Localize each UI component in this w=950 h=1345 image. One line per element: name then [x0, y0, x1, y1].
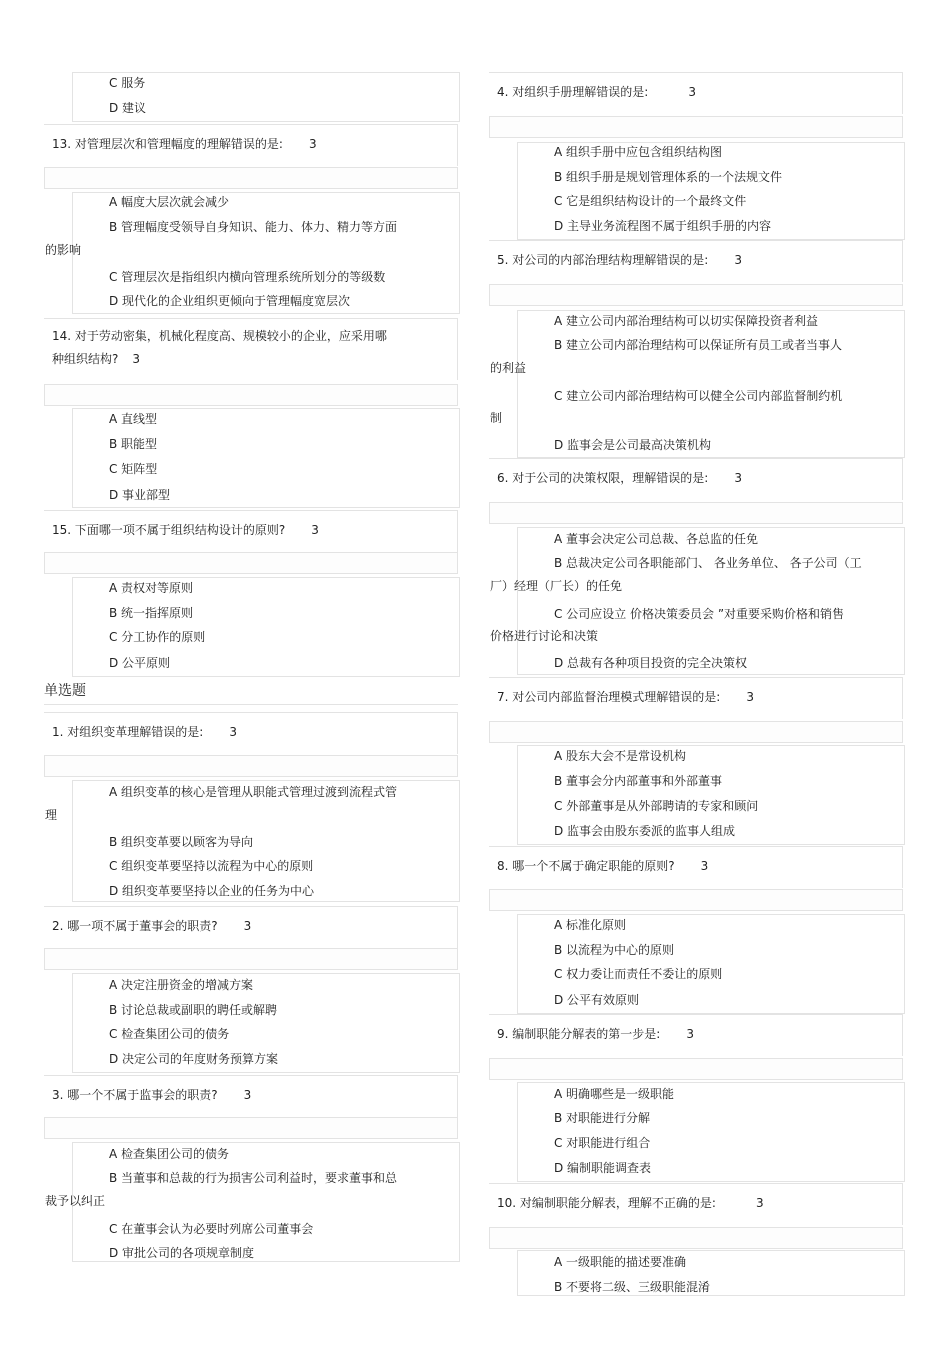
q13-options — [45, 192, 460, 314]
option-a[interactable]: A 明确哪些是一级职能 — [554, 1087, 675, 1101]
question-s7: 7. 对公司内部监督治理模式理解错误的是: 3 — [489, 677, 903, 719]
question-s9: 9. 编制职能分解表的第一步是: 3 — [489, 1014, 903, 1056]
question-s2: 2. 哪一项不属于董事会的职责? 3 — [44, 906, 458, 948]
option-d[interactable]: D 公平原则 — [109, 656, 171, 670]
section-title: 单选题 — [44, 680, 458, 705]
option-b[interactable]: B 对职能进行分解 — [554, 1111, 651, 1125]
q14-options — [72, 408, 460, 508]
answer-area[interactable] — [489, 721, 903, 743]
q12-options — [72, 72, 460, 122]
option-b[interactable]: B 总裁决定公司各职能部门、 各业务单位、 各子公司（工 — [554, 556, 862, 570]
option-a[interactable]: A 组织变革的核心是管理从职能式管理过渡到流程式管 — [109, 785, 398, 799]
option-c[interactable]: C 权力委让而责任不委让的原则 — [554, 967, 723, 981]
s3-options — [45, 1142, 460, 1262]
answer-area[interactable] — [44, 384, 458, 406]
answer-area[interactable] — [44, 948, 458, 970]
s6-options — [490, 527, 905, 675]
s8-options — [517, 914, 905, 1014]
s1-options — [45, 780, 460, 902]
s4-options — [517, 142, 905, 240]
q15-options — [72, 577, 460, 677]
option-c[interactable]: C 组织变革要坚持以流程为中心的原则 — [109, 859, 314, 873]
option-a[interactable]: A 检查集团公司的债务 — [109, 1147, 230, 1161]
option-b[interactable]: B 董事会分内部董事和外部董事 — [554, 774, 723, 788]
option-b[interactable]: B 组织变革要以顾客为导向 — [109, 835, 254, 849]
option-c-cont: 价格进行讨论和决策 — [490, 629, 599, 643]
option-a[interactable]: A 董事会决定公司总裁、各总监的任免 — [554, 532, 759, 546]
option-a[interactable]: A 直线型 — [109, 412, 158, 426]
option-c[interactable]: C 对职能进行组合 — [554, 1136, 651, 1150]
option-a[interactable]: A 股东大会不是常设机构 — [554, 749, 687, 763]
option-a[interactable]: A 责权对等原则 — [109, 581, 194, 595]
answer-area[interactable] — [489, 116, 903, 138]
option-d[interactable]: D 编制职能调查表 — [554, 1161, 652, 1175]
answer-area[interactable] — [44, 167, 458, 189]
answer-area[interactable] — [44, 1117, 458, 1139]
option-c[interactable]: C 建立公司内部治理结构可以健全公司内部监督制约机 — [554, 389, 843, 403]
option-b-cont: 裁予以纠正 — [45, 1194, 106, 1208]
option-b[interactable]: B 组织手册是规划管理体系的一个法规文件 — [554, 170, 783, 184]
option-d[interactable]: D 审批公司的各项规章制度 — [109, 1246, 255, 1260]
option-c[interactable]: C 管理层次是指组织内横向管理系统所划分的等级数 — [109, 270, 386, 284]
answer-area[interactable] — [489, 1058, 903, 1080]
s7-options — [517, 745, 905, 845]
option-d[interactable]: D 主导业务流程图不属于组织手册的内容 — [554, 219, 772, 233]
option-b[interactable]: B 不要将二级、三级职能混淆 — [554, 1280, 711, 1294]
answer-area[interactable] — [44, 755, 458, 777]
option-d[interactable]: D 监事会由股东委派的监事人组成 — [554, 824, 736, 838]
option-c[interactable]: C 外部董事是从外部聘请的专家和顾问 — [554, 799, 759, 813]
question-s10: 10. 对编制职能分解表，理解不正确的是: 3 — [489, 1183, 903, 1225]
option-d[interactable]: D 决定公司的年度财务预算方案 — [109, 1052, 279, 1066]
option-c-cont: 制 — [490, 411, 503, 425]
answer-area[interactable] — [489, 889, 903, 911]
answer-area[interactable] — [489, 284, 903, 306]
question-14: 14. 对于劳动密集，机械化程度高、规模较小的企业，应采用哪 种组织结构? 3 — [44, 318, 458, 380]
option-b-cont: 的利益 — [490, 361, 527, 375]
option-a[interactable]: A 决定注册资金的增减方案 — [109, 978, 254, 992]
option-a[interactable]: A 幅度大层次就会减少 — [109, 195, 230, 209]
option-b[interactable]: B 当董事和总裁的行为损害公司利益时，要求董事和总 — [109, 1171, 398, 1185]
option-d[interactable]: D 公平有效原则 — [554, 993, 640, 1007]
option-b[interactable]: B 统一指挥原则 — [109, 606, 194, 620]
option-b[interactable]: B 建立公司内部治理结构可以保证所有员工或者当事人 — [554, 338, 843, 352]
option-c[interactable]: C 矩阵型 — [109, 462, 158, 476]
answer-area[interactable] — [489, 1227, 903, 1249]
option-a[interactable]: A 标准化原则 — [554, 918, 627, 932]
answer-area[interactable] — [44, 552, 458, 574]
answer-area[interactable] — [489, 502, 903, 524]
question-s3: 3. 哪一个不属于监事会的职责? 3 — [44, 1075, 458, 1117]
question-13: 13. 对管理层次和管理幅度的理解错误的是: 3 — [44, 124, 458, 166]
option-d[interactable]: D 建议 — [109, 101, 147, 115]
option-a[interactable]: A 一级职能的描述要准确 — [554, 1255, 687, 1269]
option-d[interactable]: D 监事会是公司最高决策机构 — [554, 438, 712, 452]
option-c[interactable]: C 公司应设立 价格决策委员会 ”对重要采购价格和销售 — [554, 607, 845, 621]
option-c[interactable]: C 它是组织结构设计的一个最终文件 — [554, 194, 747, 208]
option-b[interactable]: B 管理幅度受领导自身知识、能力、体力、精力等方面 — [109, 220, 398, 234]
s2-options — [72, 973, 460, 1073]
option-b-cont: 厂）经理（厂长）的任免 — [490, 579, 623, 593]
question-s4: 4. 对组织手册理解错误的是: 3 — [489, 72, 903, 114]
option-b-cont: 的影响 — [45, 243, 82, 257]
option-c[interactable]: C 检查集团公司的债务 — [109, 1027, 230, 1041]
question-s8: 8. 哪一个不属于确定职能的原则? 3 — [489, 846, 903, 888]
option-a-cont: 理 — [45, 808, 58, 822]
question-s5: 5. 对公司的内部治理结构理解错误的是: 3 — [489, 240, 903, 282]
option-c[interactable]: C 在董事会认为必要时列席公司董事会 — [109, 1222, 314, 1236]
option-b[interactable]: B 以流程为中心的原则 — [554, 943, 675, 957]
s5-options — [490, 310, 905, 458]
option-a[interactable]: A 建立公司内部治理结构可以切实保障投资者利益 — [554, 314, 819, 328]
s9-options — [517, 1082, 905, 1182]
option-d[interactable]: D 总裁有各种项目投资的完全决策权 — [554, 656, 748, 670]
question-s6: 6. 对于公司的决策权限，理解错误的是: 3 — [489, 458, 903, 500]
option-d[interactable]: D 现代化的企业组织更倾向于管理幅度宽层次 — [109, 294, 351, 308]
s10-options — [517, 1250, 905, 1296]
question-s1: 1. 对组织变革理解错误的是: 3 — [44, 712, 458, 754]
option-d[interactable]: D 事业部型 — [109, 488, 171, 502]
question-15: 15. 下面哪一项不属于组织结构设计的原则? 3 — [44, 510, 458, 552]
option-b[interactable]: B 职能型 — [109, 437, 158, 451]
option-b[interactable]: B 讨论总裁或副职的聘任或解聘 — [109, 1003, 278, 1017]
option-a[interactable]: A 组织手册中应包含组织结构图 — [554, 145, 723, 159]
option-d[interactable]: D 组织变革要坚持以企业的任务为中心 — [109, 884, 315, 898]
option-c[interactable]: C 服务 — [109, 76, 146, 90]
option-c[interactable]: C 分工协作的原则 — [109, 630, 206, 644]
